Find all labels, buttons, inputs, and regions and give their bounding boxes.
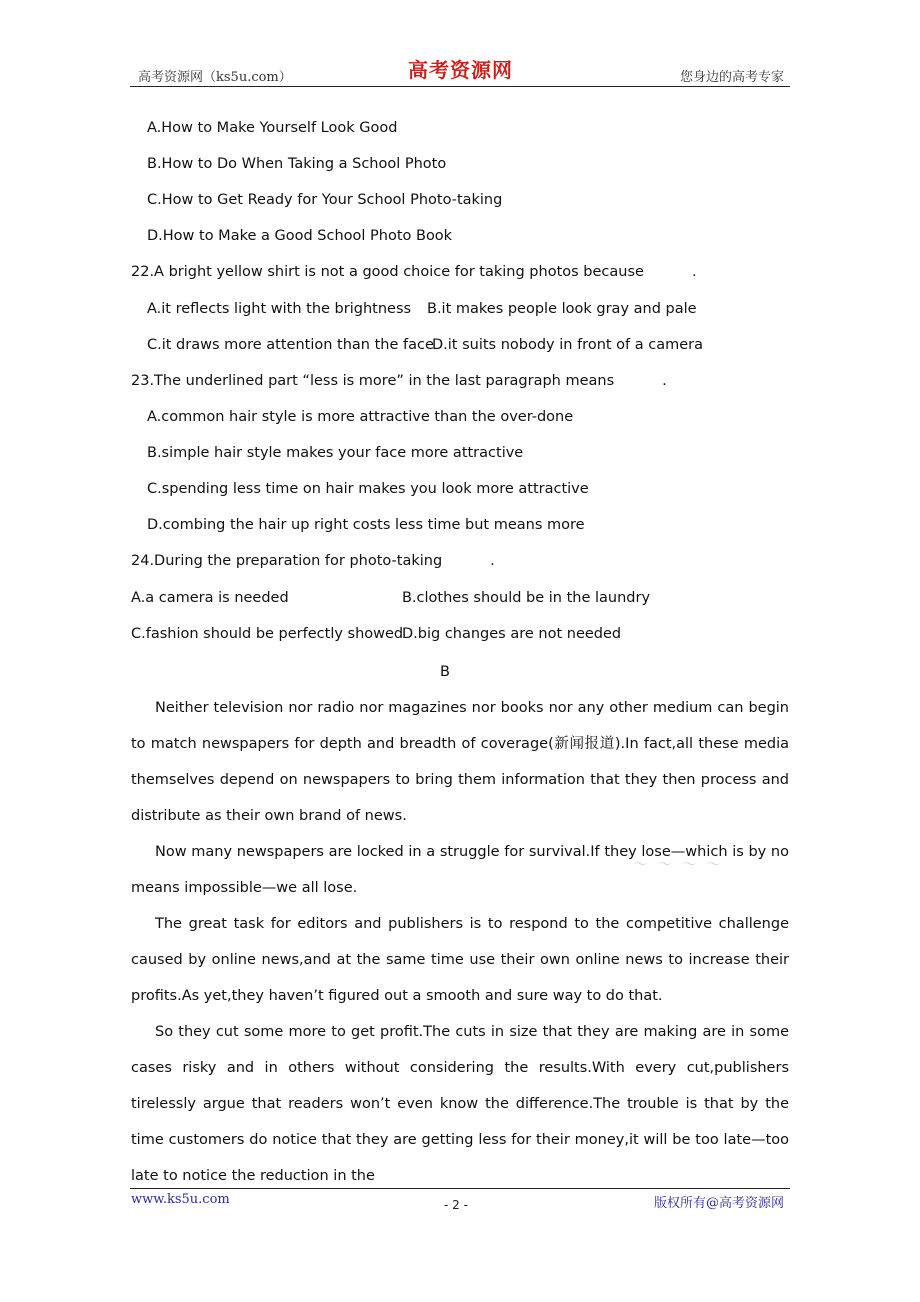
q21-option-c: C.How to Get Ready for Your School Photo-taking (147, 192, 503, 208)
section-label: B (440, 664, 450, 680)
q24-option-d: D.big changes are not needed (402, 626, 622, 642)
q22-option-d: D.it suits nobody in front of a camera (432, 337, 704, 353)
q22-stem-end: . (691, 264, 697, 280)
q21-option-d: D.How to Make a Good School Photo Book (147, 228, 453, 244)
q24-option-a: A.a camera is needed (131, 590, 289, 606)
q24-stem (131, 553, 791, 569)
q24-option-b: B.clothes should be in the laundry (402, 590, 651, 606)
q23-stem (131, 373, 791, 389)
passage-body (131, 690, 789, 1194)
q22-option-a: A.it reflects light with the brightness (147, 301, 412, 317)
header-rule (130, 86, 790, 87)
q23-stem-text: 23.The underlined part “less is more” in the last paragraph means (131, 373, 615, 389)
header-logo: 高考资源网 (408, 58, 513, 82)
q23-option-b: B.simple hair style makes your face more attractive (147, 445, 524, 461)
q22-option-c: C.it draws more attention than the face (147, 337, 434, 353)
passage-paragraph-2: Now many newspapers are locked in a struggle for survival.If they lose—which is by no means impossible—we all lose. (131, 844, 789, 896)
q22-stem (131, 264, 791, 280)
q23-option-a: A.common hair style is more attractive than the over-done (147, 409, 574, 425)
q23-option-d: D.combing the hair up right costs less time but means more (147, 517, 585, 533)
q23-option-c: C.spending less time on hair makes you look more attractive (147, 481, 589, 497)
footer-rule (130, 1188, 790, 1189)
q22-stem-text: 22.A bright yellow shirt is not a good choice for taking photos because (131, 264, 644, 280)
q21-option-b: B.How to Do When Taking a School Photo (147, 156, 447, 172)
passage-paragraph-3: The great task for editors and publishers is to respond to the competitive challenge caused by online news,and at the same time use their own online news to increase their profits.As yet,they haven’t figured out a smooth and sure way to do that. (131, 916, 789, 1004)
footer-copyright: 版权所有@高考资源网 (653, 1196, 784, 1211)
header-slogan: 您身边的高考专家 (679, 70, 784, 85)
q23-stem-end: . (662, 373, 667, 389)
watermark: ～ ～ ～ ～ (632, 857, 723, 873)
q24-stem-end: . (490, 553, 495, 569)
passage-paragraph-4: So they cut some more to get profit.The cuts in size that they are making are in some cases risky and in others without considering the results.With every cut,publishers tirelessly argue that readers won’t even know the difference.The trouble is that by the time customers do notice that they are getting less for their money,it will be too late—too late to notice the reduction in the (131, 1024, 789, 1184)
page-number: - 2 - (444, 1198, 468, 1212)
passage-paragraph-1: Neither television nor radio nor magazines nor books nor any other medium can begin to match newspapers for depth and breadth of coverage(新闻报道).In fact,all these media themselves depend on newspapers to bring them information that they then process and distribute as their own brand of news. (131, 700, 789, 824)
q24-option-c: C.fashion should be perfectly showed (131, 626, 404, 642)
q21-option-a: A.How to Make Yourself Look Good (147, 120, 398, 136)
q24-stem-text: 24.During the preparation for photo-taking (131, 553, 443, 569)
header-site-name: 高考资源网（ks5u.com） (138, 70, 292, 85)
footer-website: www.ks5u.com (131, 1192, 230, 1207)
q22-option-b: B.it makes people look gray and pale (427, 301, 697, 317)
